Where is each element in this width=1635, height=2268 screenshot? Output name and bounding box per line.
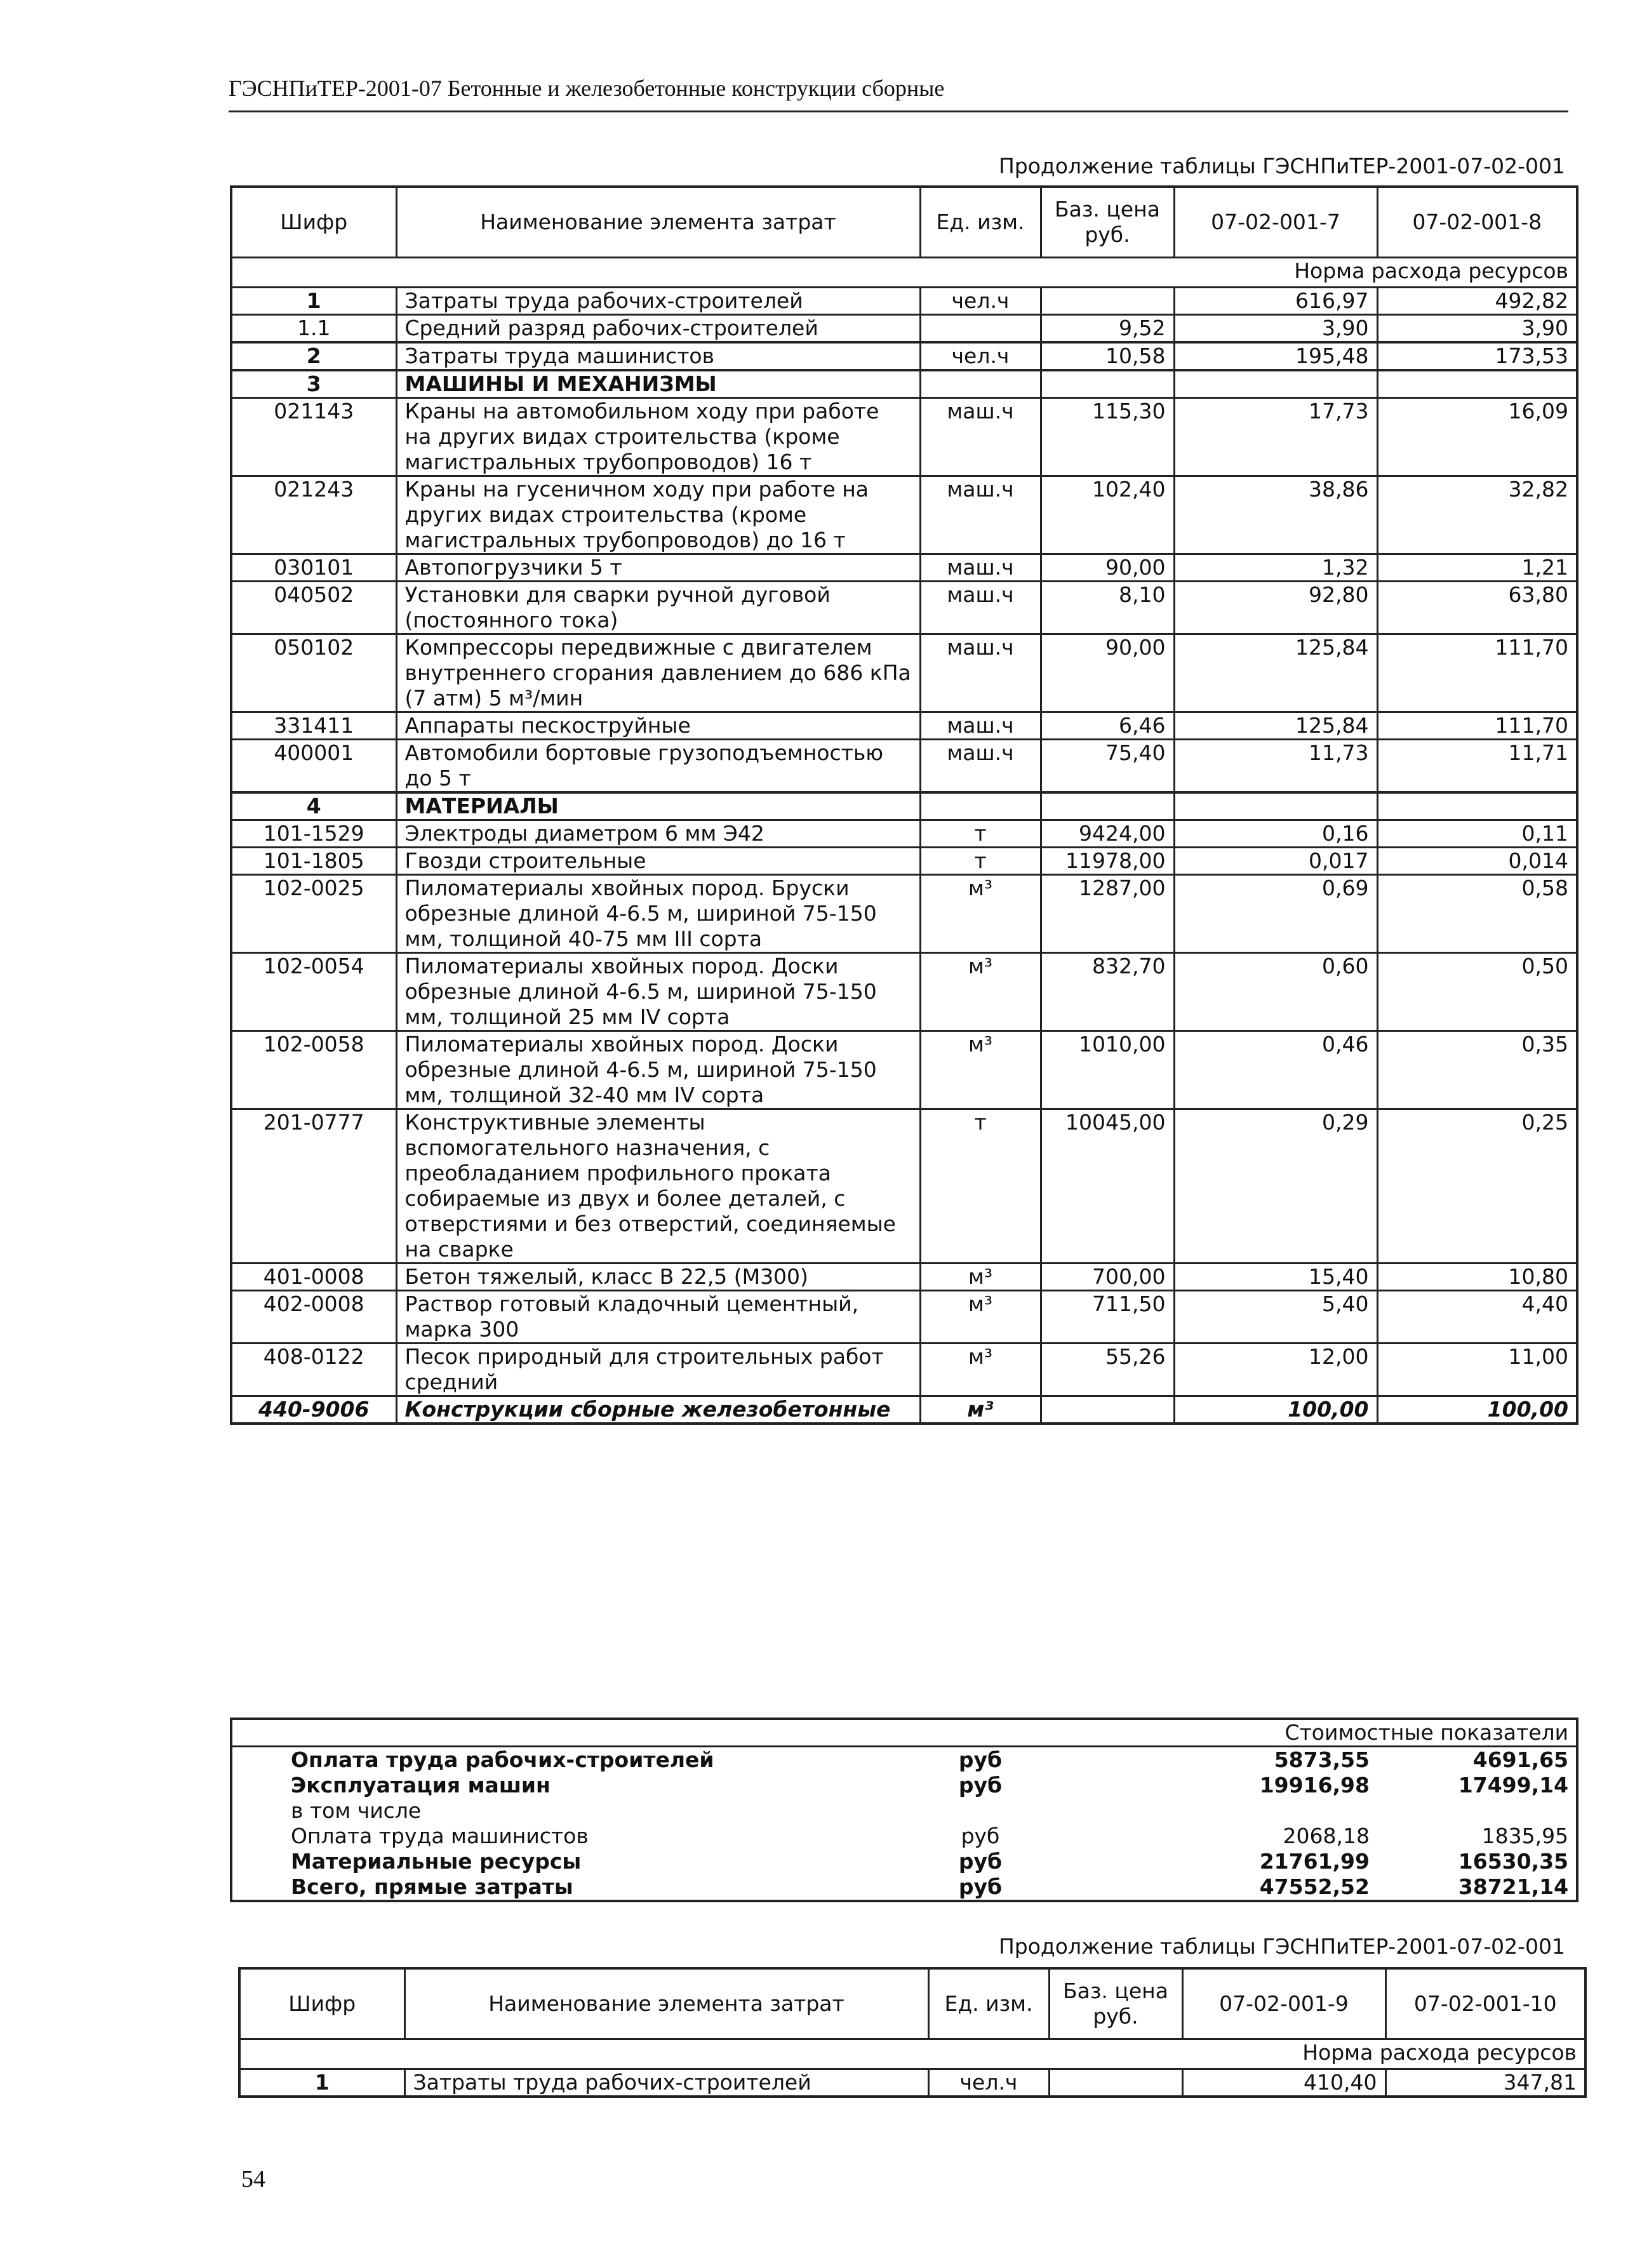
cell-price: 1287,00 [1041, 875, 1174, 953]
header-code: Шифр [239, 1968, 404, 2039]
cell-code: 101-1805 [231, 848, 396, 875]
cell-unit: т [920, 848, 1041, 875]
cell-value-2: 347,81 [1385, 2069, 1585, 2097]
cell-unit: т [920, 820, 1041, 848]
cell-unit: маш.ч [920, 634, 1041, 712]
cell-value-1: 410,40 [1182, 2069, 1385, 2097]
cell-unit: м³ [920, 1264, 1041, 1291]
norm-label: Норма расхода ресурсов [239, 2039, 1585, 2069]
cell-price: 6,46 [1041, 712, 1174, 740]
cell-value-1: 100,00 [1174, 1396, 1377, 1424]
cell-name: Пиломатериалы хвойных пород. Доски обрезные длиной 4-6.5 м, шириной 75-150 мм, толщиной 32-40 мм IV сорта [396, 1031, 920, 1109]
table1-continuation: Продолжение таблицы ГЭСНПиТЕР-2001-07-02-001 [998, 154, 1565, 178]
cell-unit: чел.ч [928, 2069, 1049, 2097]
cell-value-2: 111,70 [1377, 634, 1577, 712]
cell-unit: м³ [920, 875, 1041, 953]
cell-code: 030101 [231, 554, 396, 582]
table-row [231, 1344, 1577, 1396]
cell-value-2: 3,90 [1377, 315, 1577, 343]
cost-unit: руб [958, 1874, 1003, 1899]
cell-price [1041, 288, 1174, 315]
cell-name: Автомобили бортовые грузоподъемностью до 5 т [396, 740, 920, 793]
cell-value-2: 32,82 [1377, 476, 1577, 554]
cell-name: Конструкции сборные железобетонные [396, 1396, 920, 1424]
header-col-9: 07-02-001-9 [1182, 1968, 1385, 2039]
cost-empty-cell [231, 1747, 283, 1773]
cell-value-1: 12,00 [1174, 1344, 1377, 1396]
table-row [231, 820, 1577, 848]
cost-row [231, 1798, 1577, 1824]
cell-unit: чел.ч [920, 288, 1041, 315]
table-row [231, 1396, 1577, 1424]
cell-value-1: 0,29 [1174, 1109, 1377, 1264]
cell-price: 55,26 [1041, 1344, 1174, 1396]
cost-v1: 19916,98 [1259, 1773, 1370, 1798]
cell-value-1 [1174, 370, 1377, 398]
cell-name: Раствор готовый кладочный цементный, марка 300 [396, 1291, 920, 1344]
cell-code: 102-0025 [231, 875, 396, 953]
cell-name: Бетон тяжелый, класс В 22,5 (М300) [396, 1264, 920, 1291]
cell-name: Затраты труда рабочих-строителей [396, 288, 920, 315]
cell-value-2: 11,00 [1377, 1344, 1577, 1396]
cell-name: Аппараты пескоструйные [396, 712, 920, 740]
cell-value-2: 100,00 [1377, 1396, 1577, 1424]
table-row [231, 792, 1577, 820]
cell-value-2: 111,70 [1377, 712, 1577, 740]
cell-value-1: 11,73 [1174, 740, 1377, 793]
cost-v2: 16530,35 [1458, 1849, 1569, 1874]
cell-price [1041, 1396, 1174, 1424]
cell-unit: м³ [920, 953, 1041, 1031]
cell-value-1: 0,46 [1174, 1031, 1377, 1109]
cost-v2: 17499,14 [1458, 1773, 1569, 1798]
cell-unit [920, 315, 1041, 343]
cell-code: 3 [231, 370, 396, 398]
header-name: Наименование элемента затрат [396, 187, 920, 258]
cell-value-2: 63,80 [1377, 582, 1577, 634]
cell-unit: маш.ч [920, 398, 1041, 476]
cell-code: 402-0008 [231, 1291, 396, 1344]
cell-value-1: 125,84 [1174, 712, 1377, 740]
cell-code: 408-0122 [231, 1344, 396, 1396]
cell-code: 101-1529 [231, 820, 396, 848]
cell-code: 1 [239, 2069, 404, 2097]
cost-v1 [1174, 1798, 1377, 1824]
cell-code: 1.1 [231, 315, 396, 343]
cell-unit: м³ [920, 1344, 1041, 1396]
cell-unit: м³ [920, 1031, 1041, 1109]
cost-empty-cell [1041, 1824, 1174, 1849]
cell-name: Краны на автомобильном ходу при работе на других видах строительства (кроме магистральных трубопроводов) 16 т [396, 398, 920, 476]
cost-v2: 1835,95 [1481, 1824, 1569, 1848]
cell-name: Средний разряд рабочих-строителей [396, 315, 920, 343]
cell-value-2: 0,25 [1377, 1109, 1577, 1264]
cell-code: 400001 [231, 740, 396, 793]
cell-unit: чел.ч [920, 342, 1041, 370]
cell-name: Компрессоры передвижные с двигателем внутреннего сгорания давлением до 686 кПа (7 атм) 5 м³/мин [396, 634, 920, 712]
cell-name: Электроды диаметром 6 мм Э42 [396, 820, 920, 848]
table2-continuation: Продолжение таблицы ГЭСНПиТЕР-2001-07-02-001 [998, 1934, 1565, 1959]
cell-price: 10045,00 [1041, 1109, 1174, 1264]
cost-v2: 4691,65 [1472, 1747, 1569, 1772]
header-col-7: 07-02-001-7 [1174, 187, 1377, 258]
cell-value-2 [1377, 370, 1577, 398]
cell-price: 11978,00 [1041, 848, 1174, 875]
cost-empty-cell [1041, 1773, 1174, 1798]
cost-v1: 2068,18 [1283, 1824, 1370, 1848]
table-row [231, 875, 1577, 953]
cost-table [230, 1718, 1578, 1902]
resource-table-1 [230, 185, 1578, 1425]
cell-unit: т [920, 1109, 1041, 1264]
cell-value-1: 5,40 [1174, 1291, 1377, 1344]
cell-value-2: 0,58 [1377, 875, 1577, 953]
cell-value-2: 0,50 [1377, 953, 1577, 1031]
cell-name: Установки для сварки ручной дуговой (постоянного тока) [396, 582, 920, 634]
cell-price: 90,00 [1041, 554, 1174, 582]
table-row [231, 1291, 1577, 1344]
cost-name: Эксплуатация машин [291, 1773, 551, 1798]
cost-v2 [1377, 1798, 1577, 1824]
cell-price [1041, 792, 1174, 820]
cell-price: 1010,00 [1041, 1031, 1174, 1109]
table-row [231, 953, 1577, 1031]
table-row [231, 554, 1577, 582]
cost-unit: руб [958, 1773, 1003, 1798]
cost-row [231, 1849, 1577, 1874]
table-row [231, 1031, 1577, 1109]
cell-code: 021143 [231, 398, 396, 476]
table-row [231, 1109, 1577, 1264]
cell-code: 102-0054 [231, 953, 396, 1031]
cell-name: Затраты труда рабочих-строителей [404, 2069, 928, 2097]
cell-value-1: 195,48 [1174, 342, 1377, 370]
cell-value-1: 38,86 [1174, 476, 1377, 554]
cell-value-2: 173,53 [1377, 342, 1577, 370]
cost-v1: 47552,52 [1259, 1874, 1370, 1899]
cell-name: Конструктивные элементы вспомогательного назначения, с преобладанием профильного проката собираемые из двух и более деталей, с отверстиями и без отверстий, соединяемые на сварке [396, 1109, 920, 1264]
running-head: ГЭСНПиТЕР-2001-07 Бетонные и железобетонные конструкции сборные [229, 75, 1568, 112]
resource-table-2 [238, 1967, 1587, 2098]
cell-code: 440-9006 [231, 1396, 396, 1424]
cell-price: 9,52 [1041, 315, 1174, 343]
cell-value-1: 0,60 [1174, 953, 1377, 1031]
cost-row [231, 1824, 1577, 1849]
cell-unit: маш.ч [920, 740, 1041, 793]
cost-empty-cell [231, 1798, 283, 1824]
header-col-8: 07-02-001-8 [1377, 187, 1577, 258]
table-row [231, 342, 1577, 370]
cell-price: 700,00 [1041, 1264, 1174, 1291]
cell-name: Краны на гусеничном ходу при работе на других видах строительства (кроме магистральных трубопроводов) до 16 т [396, 476, 920, 554]
cost-unit: руб [961, 1824, 1000, 1848]
header-unit: Ед. изм. [928, 1968, 1049, 2039]
cell-unit [920, 792, 1041, 820]
cell-unit: м³ [920, 1396, 1041, 1424]
cell-value-2 [1377, 792, 1577, 820]
cost-v1: 21761,99 [1259, 1849, 1370, 1874]
cell-code: 401-0008 [231, 1264, 396, 1291]
cell-code: 4 [231, 792, 396, 820]
cell-value-2: 0,11 [1377, 820, 1577, 848]
cell-price: 9424,00 [1041, 820, 1174, 848]
cell-price [1041, 370, 1174, 398]
cell-name: Затраты труда машинистов [396, 342, 920, 370]
table-row [231, 370, 1577, 398]
cell-value-1: 1,32 [1174, 554, 1377, 582]
table-row [231, 1264, 1577, 1291]
cell-value-1: 0,69 [1174, 875, 1377, 953]
cost-empty-cell [231, 1773, 283, 1798]
cost-name: Всего, прямые затраты [291, 1874, 573, 1899]
header-col-10: 07-02-001-10 [1385, 1968, 1585, 2039]
cost-empty-cell [1041, 1747, 1174, 1773]
cost-empty-cell [231, 1824, 283, 1849]
table-row [231, 315, 1577, 343]
cell-value-2: 16,09 [1377, 398, 1577, 476]
cost-empty-cell [1041, 1874, 1174, 1901]
cost-unit: руб [958, 1849, 1003, 1874]
header-price: Баз. цена руб. [1049, 1968, 1182, 2039]
cell-value-1: 3,90 [1174, 315, 1377, 343]
cell-value-1: 125,84 [1174, 634, 1377, 712]
cell-price: 10,58 [1041, 342, 1174, 370]
cell-value-1 [1174, 792, 1377, 820]
cost-empty-cell [231, 1874, 283, 1901]
cell-unit: маш.ч [920, 476, 1041, 554]
cell-name: Автопогрузчики 5 т [396, 554, 920, 582]
cell-value-2: 1,21 [1377, 554, 1577, 582]
cost-label: Стоимостные показатели [231, 1719, 1577, 1747]
cell-value-2: 492,82 [1377, 288, 1577, 315]
cost-name: Оплата труда рабочих-строителей [291, 1747, 714, 1772]
header-price: Баз. цена руб. [1041, 187, 1174, 258]
cost-row [231, 1874, 1577, 1901]
cell-code: 2 [231, 342, 396, 370]
cell-unit: маш.ч [920, 554, 1041, 582]
table-row [231, 398, 1577, 476]
table-row [239, 2069, 1585, 2097]
cell-name: Пиломатериалы хвойных пород. Бруски обрезные длиной 4-6.5 м, шириной 75-150 мм, толщиной 40-75 мм III сорта [396, 875, 920, 953]
cost-empty-cell [231, 1849, 283, 1874]
cell-value-1: 92,80 [1174, 582, 1377, 634]
cell-value-2: 4,40 [1377, 1291, 1577, 1344]
cell-value-2: 0,014 [1377, 848, 1577, 875]
cell-price: 75,40 [1041, 740, 1174, 793]
cost-row [231, 1747, 1577, 1773]
cell-name: Гвозди строительные [396, 848, 920, 875]
cell-name: Пиломатериалы хвойных пород. Доски обрезные длиной 4-6.5 м, шириной 75-150 мм, толщиной 25 мм IV сорта [396, 953, 920, 1031]
cost-name: Материальные ресурсы [291, 1849, 582, 1874]
cost-unit [920, 1798, 1041, 1824]
cell-code: 201-0777 [231, 1109, 396, 1264]
cell-unit: маш.ч [920, 712, 1041, 740]
cell-unit [920, 370, 1041, 398]
cell-code: 050102 [231, 634, 396, 712]
cost-name: Оплата труда машинистов [291, 1824, 589, 1848]
header-unit: Ед. изм. [920, 187, 1041, 258]
cell-value-1: 17,73 [1174, 398, 1377, 476]
cell-price: 711,50 [1041, 1291, 1174, 1344]
cell-value-1: 15,40 [1174, 1264, 1377, 1291]
page-number: 54 [241, 2166, 265, 2192]
cell-price: 115,30 [1041, 398, 1174, 476]
cell-name: МАШИНЫ И МЕХАНИЗМЫ [396, 370, 920, 398]
table-row [231, 634, 1577, 712]
header-name: Наименование элемента затрат [404, 1968, 928, 2039]
table-row [231, 740, 1577, 793]
cell-value-2: 11,71 [1377, 740, 1577, 793]
cell-code: 331411 [231, 712, 396, 740]
cell-code: 021243 [231, 476, 396, 554]
cell-price [1049, 2069, 1182, 2097]
cell-value-1: 0,16 [1174, 820, 1377, 848]
cost-v1: 5873,55 [1274, 1747, 1370, 1772]
table-row [231, 476, 1577, 554]
cost-empty-cell [1041, 1798, 1174, 1824]
cost-empty-cell [1041, 1849, 1174, 1874]
cell-code: 1 [231, 288, 396, 315]
cell-value-2: 10,80 [1377, 1264, 1577, 1291]
cell-price: 90,00 [1041, 634, 1174, 712]
cell-code: 102-0058 [231, 1031, 396, 1109]
cost-unit: руб [958, 1747, 1003, 1772]
cell-price: 8,10 [1041, 582, 1174, 634]
cell-unit: м³ [920, 1291, 1041, 1344]
table-row [231, 582, 1577, 634]
cost-name: в том числе [291, 1798, 422, 1823]
cost-row [231, 1773, 1577, 1798]
cell-price: 832,70 [1041, 953, 1174, 1031]
norm-label: Норма расхода ресурсов [231, 258, 1577, 288]
header-code: Шифр [231, 187, 396, 258]
cell-name: Песок природный для строительных работ средний [396, 1344, 920, 1396]
cell-code: 040502 [231, 582, 396, 634]
table-row [231, 848, 1577, 875]
table-row [231, 712, 1577, 740]
cell-value-1: 616,97 [1174, 288, 1377, 315]
cost-v2: 38721,14 [1458, 1874, 1569, 1899]
cell-unit: маш.ч [920, 582, 1041, 634]
cell-value-2: 0,35 [1377, 1031, 1577, 1109]
table-row [231, 288, 1577, 315]
cell-value-1: 0,017 [1174, 848, 1377, 875]
cell-name: МАТЕРИАЛЫ [396, 792, 920, 820]
cell-price: 102,40 [1041, 476, 1174, 554]
